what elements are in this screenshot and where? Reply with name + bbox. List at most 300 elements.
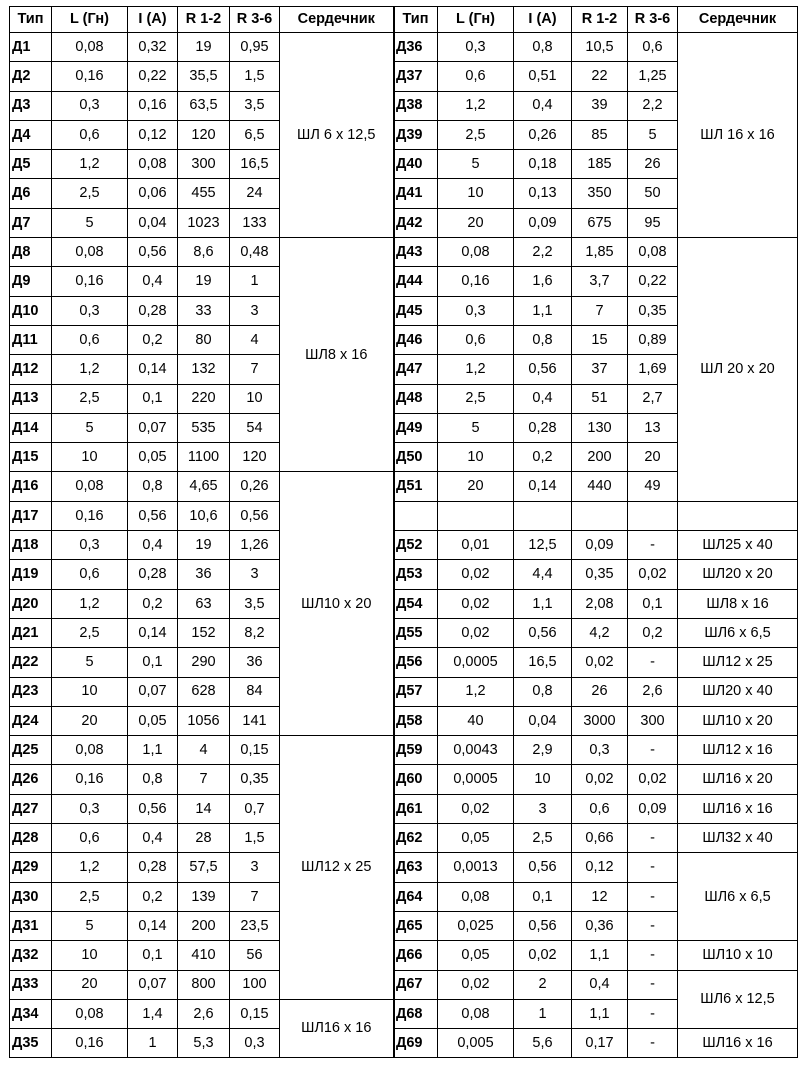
r36-cell: 3,5	[230, 91, 280, 120]
r12-cell: 0,66	[572, 824, 628, 853]
inductance-cell: 0,6	[438, 325, 514, 354]
current-cell: 0,02	[514, 941, 572, 970]
type-cell: Д8	[10, 238, 52, 267]
r36-cell: -	[628, 882, 678, 911]
inductance-cell: 0,0005	[438, 765, 514, 794]
r36-cell	[628, 501, 678, 530]
r12-cell: 14	[178, 794, 230, 823]
r12-cell: 440	[572, 472, 628, 501]
current-cell: 0,26	[514, 120, 572, 149]
type-cell	[394, 501, 438, 530]
header-type: Тип	[394, 7, 438, 33]
r36-cell: 3	[230, 853, 280, 882]
r12-cell: 33	[178, 296, 230, 325]
inductance-cell: 10	[52, 941, 128, 970]
r12-cell: 39	[572, 91, 628, 120]
core-cell: ШЛ20 х 20	[678, 560, 798, 589]
r12-cell: 200	[178, 911, 230, 940]
type-cell: Д35	[10, 1029, 52, 1058]
inductance-cell: 20	[438, 472, 514, 501]
type-cell: Д46	[394, 325, 438, 354]
current-cell: 0,32	[128, 33, 178, 62]
r36-cell: -	[628, 824, 678, 853]
table-row	[394, 560, 798, 589]
type-cell: Д23	[10, 677, 52, 706]
inductance-cell: 5	[52, 208, 128, 237]
type-cell: Д18	[10, 531, 52, 560]
r36-cell: 3	[230, 296, 280, 325]
r36-cell: 0,15	[230, 736, 280, 765]
r36-cell: 0,02	[628, 765, 678, 794]
current-cell: 0,14	[128, 911, 178, 940]
inductance-cell: 1,2	[438, 91, 514, 120]
r36-cell: 2,6	[628, 677, 678, 706]
type-cell: Д24	[10, 706, 52, 735]
header-current: I (A)	[128, 7, 178, 33]
type-cell: Д12	[10, 355, 52, 384]
inductance-cell: 0,6	[52, 325, 128, 354]
r36-cell: 24	[230, 179, 280, 208]
r12-cell: 0,02	[572, 765, 628, 794]
r36-cell: -	[628, 1029, 678, 1058]
type-cell: Д57	[394, 677, 438, 706]
core-cell: ШЛ8 х 16	[280, 238, 394, 472]
inductance-cell: 0,05	[438, 941, 514, 970]
r36-cell: 0,15	[230, 999, 280, 1028]
r36-cell: 13	[628, 413, 678, 442]
type-cell: Д66	[394, 941, 438, 970]
core-cell: ШЛ32 х 40	[678, 824, 798, 853]
r36-cell: 49	[628, 472, 678, 501]
right-specs-table	[393, 6, 798, 1058]
current-cell: 0,56	[128, 794, 178, 823]
inductance-cell: 0,6	[52, 560, 128, 589]
r12-cell: 1,85	[572, 238, 628, 267]
r12-cell: 10,6	[178, 501, 230, 530]
core-cell: ШЛ8 х 16	[678, 589, 798, 618]
r36-cell: 36	[230, 648, 280, 677]
r12-cell: 1023	[178, 208, 230, 237]
current-cell: 0,06	[128, 179, 178, 208]
current-cell: 4,4	[514, 560, 572, 589]
type-cell: Д68	[394, 999, 438, 1028]
r12-cell: 5,3	[178, 1029, 230, 1058]
r12-cell: 455	[178, 179, 230, 208]
r12-cell: 22	[572, 62, 628, 91]
core-cell	[678, 501, 798, 530]
type-cell: Д7	[10, 208, 52, 237]
type-cell: Д4	[10, 120, 52, 149]
current-cell: 1,6	[514, 267, 572, 296]
current-cell: 0,14	[128, 355, 178, 384]
type-cell: Д3	[10, 91, 52, 120]
r12-cell: 8,6	[178, 238, 230, 267]
r12-cell: 185	[572, 150, 628, 179]
r36-cell: 133	[230, 208, 280, 237]
current-cell: 0,8	[128, 472, 178, 501]
r36-cell: 0,48	[230, 238, 280, 267]
inductance-cell	[438, 501, 514, 530]
r12-cell	[572, 501, 628, 530]
r36-cell: 2,2	[628, 91, 678, 120]
inductance-cell: 0,16	[52, 62, 128, 91]
inductance-cell: 40	[438, 706, 514, 735]
type-cell: Д44	[394, 267, 438, 296]
type-cell: Д6	[10, 179, 52, 208]
table-row	[394, 941, 798, 970]
inductance-cell: 0,3	[438, 33, 514, 62]
r36-cell: 23,5	[230, 911, 280, 940]
r36-cell: 7	[230, 882, 280, 911]
core-cell: ШЛ16 х 16	[678, 1029, 798, 1058]
inductance-cell: 0,025	[438, 911, 514, 940]
core-cell: ШЛ10 х 20	[678, 706, 798, 735]
r12-cell: 19	[178, 531, 230, 560]
current-cell: 2	[514, 970, 572, 999]
type-cell: Д47	[394, 355, 438, 384]
r36-cell: 54	[230, 413, 280, 442]
table-row	[10, 33, 394, 62]
r36-cell: 0,6	[628, 33, 678, 62]
r12-cell: 36	[178, 560, 230, 589]
current-cell: 0,28	[128, 560, 178, 589]
inductance-cell: 0,3	[52, 91, 128, 120]
type-cell: Д20	[10, 589, 52, 618]
inductance-cell: 0,16	[52, 501, 128, 530]
current-cell: 0,4	[128, 531, 178, 560]
r12-cell: 28	[178, 824, 230, 853]
core-cell: ШЛ6 х 6,5	[678, 853, 798, 941]
r36-cell: 0,89	[628, 325, 678, 354]
r36-cell: 10	[230, 384, 280, 413]
type-cell: Д43	[394, 238, 438, 267]
current-cell: 0,14	[128, 618, 178, 647]
r36-cell: -	[628, 941, 678, 970]
r36-cell: 0,2	[628, 618, 678, 647]
type-cell: Д63	[394, 853, 438, 882]
inductance-cell: 20	[438, 208, 514, 237]
current-cell	[514, 501, 572, 530]
type-cell: Д45	[394, 296, 438, 325]
r36-cell: 0,35	[628, 296, 678, 325]
table-row	[394, 706, 798, 735]
current-cell: 0,28	[128, 853, 178, 882]
type-cell: Д50	[394, 443, 438, 472]
type-cell: Д16	[10, 472, 52, 501]
table-row	[394, 736, 798, 765]
core-cell: ШЛ 16 х 16	[678, 33, 798, 238]
inductance-cell: 0,16	[52, 1029, 128, 1058]
type-cell: Д31	[10, 911, 52, 940]
current-cell: 0,2	[128, 325, 178, 354]
header-r12: R 1-2	[572, 7, 628, 33]
current-cell: 3	[514, 794, 572, 823]
inductance-cell: 0,16	[438, 267, 514, 296]
current-cell: 0,8	[514, 677, 572, 706]
table-row	[394, 765, 798, 794]
r12-cell: 19	[178, 33, 230, 62]
inductance-cell: 0,08	[52, 999, 128, 1028]
r36-cell: 0,09	[628, 794, 678, 823]
current-cell: 0,8	[514, 33, 572, 62]
inductance-cell: 2,5	[52, 179, 128, 208]
type-cell: Д22	[10, 648, 52, 677]
table-row	[394, 677, 798, 706]
r36-cell: 50	[628, 179, 678, 208]
type-cell: Д60	[394, 765, 438, 794]
header-core: Сердечник	[678, 7, 798, 33]
inductance-cell: 0,08	[438, 882, 514, 911]
inductance-cell: 5	[52, 648, 128, 677]
type-cell: Д17	[10, 501, 52, 530]
r12-cell: 0,09	[572, 531, 628, 560]
r36-cell: 1,5	[230, 824, 280, 853]
inductance-cell: 10	[52, 677, 128, 706]
type-cell: Д34	[10, 999, 52, 1028]
header-type: Тип	[10, 7, 52, 33]
table-row	[394, 589, 798, 618]
r36-cell: 3,5	[230, 589, 280, 618]
r12-cell: 628	[178, 677, 230, 706]
inductance-cell: 0,08	[52, 238, 128, 267]
r36-cell: 100	[230, 970, 280, 999]
core-cell: ШЛ10 х 10	[678, 941, 798, 970]
inductance-cell: 0,3	[52, 296, 128, 325]
table-row	[394, 853, 798, 882]
r36-cell: -	[628, 648, 678, 677]
type-cell: Д67	[394, 970, 438, 999]
table-row	[394, 824, 798, 853]
current-cell: 1	[514, 999, 572, 1028]
r36-cell: 4	[230, 325, 280, 354]
inductance-cell: 10	[438, 443, 514, 472]
current-cell: 0,12	[128, 120, 178, 149]
header-inductance: L (Гн)	[52, 7, 128, 33]
table-row	[394, 501, 798, 530]
current-cell: 2,9	[514, 736, 572, 765]
inductance-cell: 0,08	[52, 472, 128, 501]
r36-cell: 84	[230, 677, 280, 706]
r36-cell: 0,95	[230, 33, 280, 62]
r12-cell: 0,4	[572, 970, 628, 999]
type-cell: Д56	[394, 648, 438, 677]
table-row	[394, 531, 798, 560]
current-cell: 0,8	[128, 765, 178, 794]
type-cell: Д15	[10, 443, 52, 472]
current-cell: 0,56	[128, 238, 178, 267]
r12-cell: 3000	[572, 706, 628, 735]
current-cell: 0,05	[128, 443, 178, 472]
r12-cell: 350	[572, 179, 628, 208]
r12-cell: 2,6	[178, 999, 230, 1028]
r36-cell: 2,7	[628, 384, 678, 413]
type-cell: Д27	[10, 794, 52, 823]
current-cell: 0,18	[514, 150, 572, 179]
current-cell: 0,4	[514, 384, 572, 413]
inductance-cell: 0,6	[438, 62, 514, 91]
type-cell: Д48	[394, 384, 438, 413]
inductance-cell: 0,16	[52, 267, 128, 296]
r36-cell: 6,5	[230, 120, 280, 149]
r12-cell: 1,1	[572, 941, 628, 970]
type-cell: Д53	[394, 560, 438, 589]
current-cell: 1,1	[514, 296, 572, 325]
r12-cell: 7	[178, 765, 230, 794]
table-row	[394, 1029, 798, 1058]
current-cell: 1,1	[128, 736, 178, 765]
r12-cell: 4,65	[178, 472, 230, 501]
core-cell: ШЛ16 х 16	[280, 999, 394, 1058]
type-cell: Д55	[394, 618, 438, 647]
r36-cell: 1,5	[230, 62, 280, 91]
current-cell: 0,4	[128, 824, 178, 853]
table-row	[10, 472, 394, 501]
r12-cell: 15	[572, 325, 628, 354]
inductance-cell: 10	[52, 443, 128, 472]
r12-cell: 0,6	[572, 794, 628, 823]
inductance-cell: 5	[52, 413, 128, 442]
type-cell: Д30	[10, 882, 52, 911]
type-cell: Д38	[394, 91, 438, 120]
current-cell: 0,2	[514, 443, 572, 472]
current-cell: 0,4	[128, 267, 178, 296]
inductance-cell: 0,0013	[438, 853, 514, 882]
current-cell: 0,1	[128, 648, 178, 677]
core-cell: ШЛ6 х 12,5	[678, 970, 798, 1029]
left-header-row	[10, 7, 394, 33]
inductance-cell: 0,0005	[438, 648, 514, 677]
type-cell: Д62	[394, 824, 438, 853]
r12-cell: 300	[178, 150, 230, 179]
inductance-cell: 1,2	[438, 677, 514, 706]
inductance-cell: 0,6	[52, 824, 128, 853]
inductance-cell: 0,08	[52, 736, 128, 765]
r36-cell: 1,26	[230, 531, 280, 560]
current-cell: 5,6	[514, 1029, 572, 1058]
r12-cell: 19	[178, 267, 230, 296]
r36-cell: 56	[230, 941, 280, 970]
r12-cell: 63	[178, 589, 230, 618]
r12-cell: 0,12	[572, 853, 628, 882]
core-cell: ШЛ16 х 20	[678, 765, 798, 794]
current-cell: 0,2	[128, 589, 178, 618]
inductance-cell: 0,05	[438, 824, 514, 853]
type-cell: Д51	[394, 472, 438, 501]
type-cell: Д9	[10, 267, 52, 296]
header-current: I (A)	[514, 7, 572, 33]
r36-cell: -	[628, 911, 678, 940]
type-cell: Д1	[10, 33, 52, 62]
current-cell: 0,56	[514, 618, 572, 647]
r36-cell: -	[628, 999, 678, 1028]
current-cell: 10	[514, 765, 572, 794]
inductance-cell: 0,01	[438, 531, 514, 560]
r36-cell: 16,5	[230, 150, 280, 179]
type-cell: Д59	[394, 736, 438, 765]
r36-cell: 0,26	[230, 472, 280, 501]
current-cell: 0,4	[514, 91, 572, 120]
r12-cell: 26	[572, 677, 628, 706]
core-cell: ШЛ6 х 6,5	[678, 618, 798, 647]
r12-cell: 57,5	[178, 853, 230, 882]
core-cell: ШЛ25 х 40	[678, 531, 798, 560]
table-row	[10, 999, 394, 1028]
type-cell: Д10	[10, 296, 52, 325]
r12-cell: 10,5	[572, 33, 628, 62]
r36-cell: 3	[230, 560, 280, 589]
header-r36: R 3-6	[628, 7, 678, 33]
current-cell: 0,1	[128, 384, 178, 413]
current-cell: 0,56	[514, 911, 572, 940]
r36-cell: 0,08	[628, 238, 678, 267]
current-cell: 0,07	[128, 970, 178, 999]
type-cell: Д37	[394, 62, 438, 91]
r12-cell: 35,5	[178, 62, 230, 91]
right-table-body	[394, 33, 798, 1058]
r36-cell: 141	[230, 706, 280, 735]
table-row	[10, 736, 394, 765]
core-cell: ШЛ 6 х 12,5	[280, 33, 394, 238]
inductance-cell: 2,5	[52, 882, 128, 911]
type-cell: Д54	[394, 589, 438, 618]
r12-cell: 4	[178, 736, 230, 765]
header-core: Сердечник	[280, 7, 394, 33]
r36-cell: -	[628, 853, 678, 882]
r36-cell: 0,1	[628, 589, 678, 618]
inductance-cell: 1,2	[438, 355, 514, 384]
inductance-cell: 0,08	[438, 999, 514, 1028]
type-cell: Д52	[394, 531, 438, 560]
current-cell: 0,14	[514, 472, 572, 501]
core-cell: ШЛ16 х 16	[678, 794, 798, 823]
r36-cell: 0,56	[230, 501, 280, 530]
r12-cell: 132	[178, 355, 230, 384]
r12-cell: 2,08	[572, 589, 628, 618]
type-cell: Д13	[10, 384, 52, 413]
type-cell: Д29	[10, 853, 52, 882]
type-cell: Д41	[394, 179, 438, 208]
core-cell: ШЛ12 х 25	[280, 736, 394, 1000]
inductance-cell: 1,2	[52, 150, 128, 179]
inductance-cell: 0,3	[52, 531, 128, 560]
r12-cell: 220	[178, 384, 230, 413]
current-cell: 0,28	[514, 413, 572, 442]
current-cell: 12,5	[514, 531, 572, 560]
r12-cell: 139	[178, 882, 230, 911]
type-cell: Д32	[10, 941, 52, 970]
inductance-cell: 0,005	[438, 1029, 514, 1058]
inductance-cell: 0,3	[438, 296, 514, 325]
r36-cell: 0,02	[628, 560, 678, 589]
current-cell: 16,5	[514, 648, 572, 677]
current-cell: 1,4	[128, 999, 178, 1028]
r12-cell: 85	[572, 120, 628, 149]
table-row	[394, 238, 798, 267]
type-cell: Д5	[10, 150, 52, 179]
current-cell: 1	[128, 1029, 178, 1058]
header-r12: R 1-2	[178, 7, 230, 33]
r12-cell: 200	[572, 443, 628, 472]
r36-cell: -	[628, 970, 678, 999]
current-cell: 0,56	[514, 853, 572, 882]
current-cell: 1,1	[514, 589, 572, 618]
r36-cell: 20	[628, 443, 678, 472]
type-cell: Д21	[10, 618, 52, 647]
r12-cell: 37	[572, 355, 628, 384]
r12-cell: 130	[572, 413, 628, 442]
r12-cell: 0,3	[572, 736, 628, 765]
r12-cell: 152	[178, 618, 230, 647]
